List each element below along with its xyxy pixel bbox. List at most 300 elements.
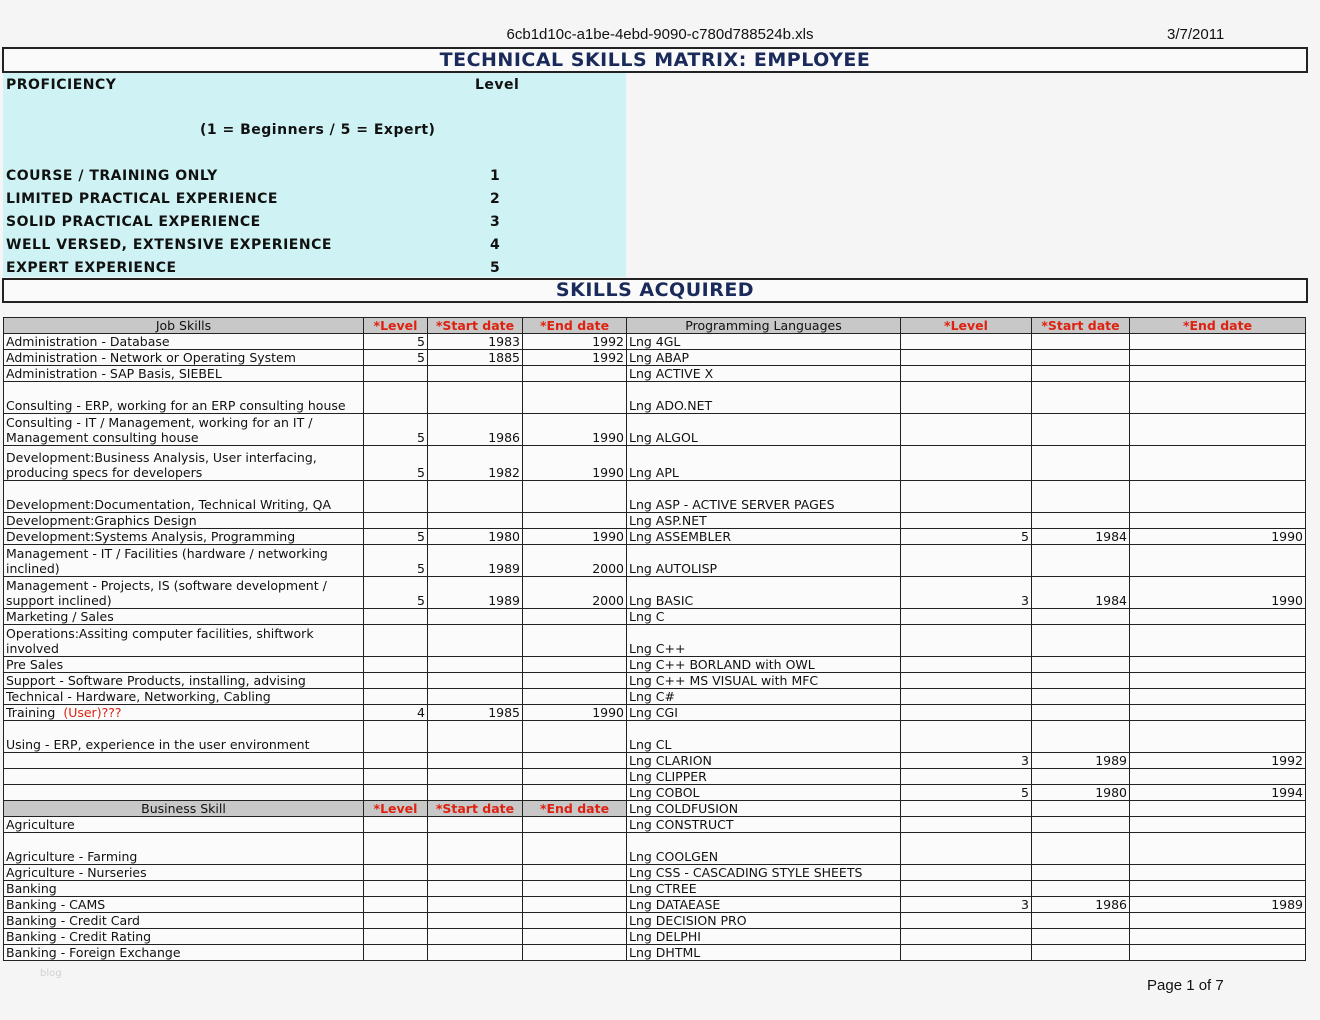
job-end-cell: 2000 (523, 577, 627, 609)
job-end-cell (523, 625, 627, 657)
lang-level-cell (901, 945, 1032, 961)
table-row (4, 481, 1306, 513)
lang-start-cell (1032, 414, 1130, 446)
job-start-cell: 1885 (428, 350, 523, 366)
job-start-cell (428, 673, 523, 689)
lang-level-cell (901, 350, 1032, 366)
lang-level-cell (901, 414, 1032, 446)
column-header: *Start date (428, 801, 523, 817)
table-row (4, 913, 1306, 929)
lang-start-cell (1032, 350, 1130, 366)
job-start-cell: 1983 (428, 334, 523, 350)
job-skill-cell: Agriculture (4, 817, 364, 833)
job-start-cell (428, 929, 523, 945)
lang-start-cell: 1984 (1032, 577, 1130, 609)
lang-end-cell (1130, 382, 1306, 414)
lang-start-cell (1032, 881, 1130, 897)
job-end-cell (523, 657, 627, 673)
lang-end-cell (1130, 817, 1306, 833)
job-end-cell (523, 513, 627, 529)
file-name: 6cb1d10c-a1be-4ebd-9090-c780d788524b.xls (506, 26, 814, 43)
lang-start-cell (1032, 657, 1130, 673)
job-level-cell (364, 673, 428, 689)
job-skill-cell: Administration - Network or Operating System (4, 350, 364, 366)
lang-start-cell (1032, 673, 1130, 689)
job-start-cell (428, 897, 523, 913)
lang-end-cell (1130, 657, 1306, 673)
job-level-cell (364, 865, 428, 881)
column-header: *Start date (428, 318, 523, 334)
level-value: 3 (490, 214, 501, 230)
lang-level-cell (901, 609, 1032, 625)
job-start-cell (428, 689, 523, 705)
sheet-title: TECHNICAL SKILLS MATRIX: EMPLOYEE (2, 47, 1308, 73)
job-level-cell: 5 (364, 446, 428, 481)
lang-end-cell (1130, 945, 1306, 961)
job-skill-cell (4, 785, 364, 801)
lang-level-cell (901, 657, 1032, 673)
job-end-cell: 2000 (523, 545, 627, 577)
lang-start-cell (1032, 689, 1130, 705)
job-start-cell (428, 721, 523, 753)
lang-start-cell (1032, 609, 1130, 625)
job-end-cell (523, 833, 627, 865)
lang-end-cell: 1994 (1130, 785, 1306, 801)
lang-end-cell: 1992 (1130, 753, 1306, 769)
job-level-cell: 5 (364, 414, 428, 446)
table-row (4, 529, 1306, 545)
job-level-cell (364, 929, 428, 945)
level-label: SOLID PRACTICAL EXPERIENCE (6, 214, 261, 230)
job-end-cell: 1992 (523, 334, 627, 350)
job-end-cell: 1992 (523, 350, 627, 366)
job-start-cell (428, 865, 523, 881)
language-cell: Lng COOLGEN (627, 833, 901, 865)
job-level-cell: 5 (364, 529, 428, 545)
language-cell: Lng CSS - CASCADING STYLE SHEETS (627, 865, 901, 881)
job-start-cell (428, 481, 523, 513)
job-end-cell (523, 689, 627, 705)
lang-end-cell (1130, 366, 1306, 382)
table-row (4, 801, 1306, 817)
lang-end-cell (1130, 913, 1306, 929)
lang-start-cell (1032, 769, 1130, 785)
job-start-cell: 1989 (428, 577, 523, 609)
lang-end-cell (1130, 833, 1306, 865)
job-end-cell (523, 913, 627, 929)
table-row (4, 513, 1306, 529)
level-value: 2 (490, 191, 501, 207)
job-skill-cell: Banking - Credit Rating (4, 929, 364, 945)
lang-end-cell (1130, 881, 1306, 897)
table-row (4, 609, 1306, 625)
lang-end-cell: 1990 (1130, 577, 1306, 609)
lang-end-cell (1130, 929, 1306, 945)
job-level-cell (364, 513, 428, 529)
column-header: *End date (1130, 318, 1306, 334)
language-cell: Lng CTREE (627, 881, 901, 897)
lang-end-cell (1130, 689, 1306, 705)
job-level-cell: 5 (364, 350, 428, 366)
job-skill-cell: Administration - Database (4, 334, 364, 350)
job-start-cell: 1982 (428, 446, 523, 481)
lang-start-cell (1032, 446, 1130, 481)
lang-level-cell (901, 769, 1032, 785)
job-start-cell (428, 817, 523, 833)
lang-start-cell (1032, 801, 1130, 817)
job-skill-cell: Management - IT / Facilities (hardware / networking inclined) (4, 545, 364, 577)
language-cell: Lng C (627, 609, 901, 625)
job-end-cell: 1990 (523, 446, 627, 481)
watermark: blog (40, 968, 62, 979)
language-cell: Lng 4GL (627, 334, 901, 350)
job-skill-cell: Consulting - ERP, working for an ERP consulting house (4, 382, 364, 414)
table-row (4, 446, 1306, 481)
lang-end-cell (1130, 350, 1306, 366)
lang-level-cell: 3 (901, 897, 1032, 913)
page-number: Page 1 of 7 (1147, 977, 1224, 994)
column-header: *Start date (1032, 318, 1130, 334)
job-level-cell (364, 382, 428, 414)
table-row (4, 657, 1306, 673)
job-level-cell (364, 769, 428, 785)
job-start-cell (428, 913, 523, 929)
job-skill-cell (4, 705, 364, 721)
language-cell: Lng COLDFUSION (627, 801, 901, 817)
level-label: WELL VERSED, EXTENSIVE EXPERIENCE (6, 237, 332, 253)
language-cell: Lng C++ (627, 625, 901, 657)
job-end-cell (523, 785, 627, 801)
table-row (4, 769, 1306, 785)
table-row (4, 721, 1306, 753)
job-level-cell (364, 833, 428, 865)
lang-start-cell (1032, 334, 1130, 350)
level-value: 4 (490, 237, 501, 253)
column-header: Job Skills (4, 318, 364, 334)
job-start-cell (428, 513, 523, 529)
language-cell: Lng ACTIVE X (627, 366, 901, 382)
lang-level-cell (901, 625, 1032, 657)
language-cell: Lng ASP.NET (627, 513, 901, 529)
job-skill-cell: Development:Systems Analysis, Programming (4, 529, 364, 545)
lang-level-cell: 5 (901, 785, 1032, 801)
job-end-cell (523, 481, 627, 513)
job-level-cell (364, 817, 428, 833)
job-level-cell: 5 (364, 334, 428, 350)
lang-start-cell (1032, 513, 1130, 529)
lang-level-cell (901, 545, 1032, 577)
job-level-cell (364, 481, 428, 513)
lang-start-cell (1032, 545, 1130, 577)
lang-level-cell (901, 446, 1032, 481)
lang-start-cell: 1984 (1032, 529, 1130, 545)
language-cell: Lng ALGOL (627, 414, 901, 446)
lang-start-cell (1032, 929, 1130, 945)
language-cell: Lng COBOL (627, 785, 901, 801)
job-start-cell (428, 625, 523, 657)
table-row (4, 366, 1306, 382)
table-row (4, 945, 1306, 961)
lang-level-cell (901, 481, 1032, 513)
lang-end-cell (1130, 673, 1306, 689)
job-skill-cell: Banking - Credit Card (4, 913, 364, 929)
lang-end-cell (1130, 769, 1306, 785)
job-end-cell (523, 881, 627, 897)
proficiency-legend (3, 73, 626, 277)
language-cell: Lng DECISION PRO (627, 913, 901, 929)
table-row (4, 673, 1306, 689)
lang-end-cell: 1989 (1130, 897, 1306, 913)
language-cell: Lng DELPHI (627, 929, 901, 945)
lang-end-cell (1130, 481, 1306, 513)
job-end-cell (523, 366, 627, 382)
language-cell: Lng C++ MS VISUAL with MFC (627, 673, 901, 689)
level-value: 5 (490, 260, 501, 276)
job-end-cell (523, 753, 627, 769)
lang-level-cell: 3 (901, 753, 1032, 769)
language-cell: Lng AUTOLISP (627, 545, 901, 577)
lang-level-cell (901, 689, 1032, 705)
lang-level-cell (901, 881, 1032, 897)
lang-level-cell (901, 801, 1032, 817)
job-skill-cell: Management - Projects, IS (software development / support inclined) (4, 577, 364, 609)
job-skill-cell: Agriculture - Farming (4, 833, 364, 865)
job-start-cell (428, 609, 523, 625)
lang-start-cell (1032, 945, 1130, 961)
lang-start-cell (1032, 721, 1130, 753)
lang-start-cell (1032, 913, 1130, 929)
lang-end-cell (1130, 801, 1306, 817)
lang-level-cell (901, 382, 1032, 414)
job-level-cell (364, 913, 428, 929)
column-header: Business Skill (4, 801, 364, 817)
lang-start-cell (1032, 865, 1130, 881)
level-label: COURSE / TRAINING ONLY (6, 168, 218, 184)
column-header: *End date (523, 318, 627, 334)
skills-table (3, 317, 1306, 961)
job-level-cell (364, 881, 428, 897)
lang-end-cell (1130, 865, 1306, 881)
training-note: (User)??? (63, 705, 122, 720)
lang-start-cell: 1980 (1032, 785, 1130, 801)
lang-end-cell (1130, 705, 1306, 721)
job-level-cell (364, 366, 428, 382)
language-cell: Lng CLARION (627, 753, 901, 769)
lang-level-cell (901, 673, 1032, 689)
lang-start-cell (1032, 481, 1130, 513)
lang-start-cell (1032, 705, 1130, 721)
job-level-cell (364, 897, 428, 913)
table-row (4, 334, 1306, 350)
job-skill-label: Training (6, 705, 56, 720)
language-cell: Lng C++ BORLAND with OWL (627, 657, 901, 673)
language-cell: Lng ASP - ACTIVE SERVER PAGES (627, 481, 901, 513)
lang-level-cell (901, 513, 1032, 529)
job-skill-cell: Consulting - IT / Management, working for an IT / Management consulting house (4, 414, 364, 446)
table-row (4, 625, 1306, 657)
scale-note: (1 = Beginners / 5 = Expert) (200, 122, 436, 138)
lang-end-cell (1130, 446, 1306, 481)
lang-level-cell: 5 (901, 529, 1032, 545)
job-skill-cell: Administration - SAP Basis, SIEBEL (4, 366, 364, 382)
job-level-cell (364, 753, 428, 769)
job-level-cell (364, 785, 428, 801)
lang-end-cell (1130, 334, 1306, 350)
lang-level-cell (901, 705, 1032, 721)
job-start-cell (428, 945, 523, 961)
lang-end-cell: 1990 (1130, 529, 1306, 545)
lang-start-cell (1032, 817, 1130, 833)
proficiency-heading: PROFICIENCY (6, 77, 117, 93)
job-skill-cell: Banking - Foreign Exchange (4, 945, 364, 961)
lang-end-cell (1130, 545, 1306, 577)
job-end-cell (523, 945, 627, 961)
language-cell: Lng ABAP (627, 350, 901, 366)
job-level-cell (364, 657, 428, 673)
lang-end-cell (1130, 625, 1306, 657)
level-label: LIMITED PRACTICAL EXPERIENCE (6, 191, 278, 207)
job-level-cell: 5 (364, 545, 428, 577)
lang-level-cell (901, 366, 1032, 382)
job-start-cell (428, 382, 523, 414)
lang-start-cell (1032, 625, 1130, 657)
language-cell: Lng ADO.NET (627, 382, 901, 414)
job-start-cell (428, 769, 523, 785)
language-cell: Lng DATAEASE (627, 897, 901, 913)
lang-level-cell (901, 913, 1032, 929)
job-end-cell (523, 382, 627, 414)
lang-end-cell (1130, 609, 1306, 625)
lang-start-cell: 1989 (1032, 753, 1130, 769)
job-level-cell (364, 609, 428, 625)
level-value: 1 (490, 168, 501, 184)
table-header-row (4, 318, 1306, 334)
lang-level-cell (901, 334, 1032, 350)
lang-start-cell (1032, 382, 1130, 414)
job-end-cell: 1990 (523, 529, 627, 545)
job-start-cell: 1989 (428, 545, 523, 577)
lang-end-cell (1130, 721, 1306, 753)
job-end-cell (523, 929, 627, 945)
table-row (4, 881, 1306, 897)
column-header: *Level (364, 318, 428, 334)
level-label: EXPERT EXPERIENCE (6, 260, 177, 276)
job-end-cell (523, 897, 627, 913)
job-start-cell (428, 785, 523, 801)
lang-level-cell (901, 817, 1032, 833)
lang-level-cell (901, 833, 1032, 865)
language-cell: Lng APL (627, 446, 901, 481)
job-start-cell: 1980 (428, 529, 523, 545)
job-end-cell: 1990 (523, 414, 627, 446)
lang-start-cell: 1986 (1032, 897, 1130, 913)
job-skill-cell: Agriculture - Nurseries (4, 865, 364, 881)
job-level-cell: 5 (364, 577, 428, 609)
job-end-cell (523, 609, 627, 625)
job-end-cell (523, 865, 627, 881)
job-start-cell: 1986 (428, 414, 523, 446)
language-cell: Lng CONSTRUCT (627, 817, 901, 833)
job-skill-cell: Support - Software Products, installing, advising (4, 673, 364, 689)
job-start-cell (428, 753, 523, 769)
job-skill-cell: Development:Graphics Design (4, 513, 364, 529)
table-row (4, 929, 1306, 945)
job-level-cell (364, 689, 428, 705)
table-row (4, 689, 1306, 705)
table-row (4, 705, 1306, 721)
job-level-cell (364, 945, 428, 961)
lang-level-cell (901, 865, 1032, 881)
table-row (4, 865, 1306, 881)
job-skill-cell: Pre Sales (4, 657, 364, 673)
column-header: *End date (523, 801, 627, 817)
job-start-cell (428, 833, 523, 865)
column-header: *Level (901, 318, 1032, 334)
job-end-cell (523, 769, 627, 785)
column-header: *Level (364, 801, 428, 817)
table-row (4, 414, 1306, 446)
job-skill-cell: Using - ERP, experience in the user environment (4, 721, 364, 753)
language-cell: Lng DHTML (627, 945, 901, 961)
job-end-cell: 1990 (523, 705, 627, 721)
language-cell: Lng CL (627, 721, 901, 753)
table-row (4, 785, 1306, 801)
lang-end-cell (1130, 513, 1306, 529)
job-skill-cell: Development:Documentation, Technical Writing, QA (4, 481, 364, 513)
lang-start-cell (1032, 366, 1130, 382)
job-level-cell (364, 721, 428, 753)
language-cell: Lng BASIC (627, 577, 901, 609)
table-row (4, 350, 1306, 366)
table-row (4, 897, 1306, 913)
language-cell: Lng C# (627, 689, 901, 705)
table-row (4, 833, 1306, 865)
job-skill-cell: Development:Business Analysis, User interfacing, producing specs for developers (4, 446, 364, 481)
job-level-cell: 4 (364, 705, 428, 721)
lang-end-cell (1130, 414, 1306, 446)
job-skill-cell: Operations:Assiting computer facilities, shiftwork involved (4, 625, 364, 657)
job-start-cell (428, 366, 523, 382)
table-row (4, 382, 1306, 414)
job-end-cell (523, 817, 627, 833)
job-level-cell (364, 625, 428, 657)
column-header: Programming Languages (627, 318, 901, 334)
skills-acquired-title: SKILLS ACQUIRED (2, 278, 1308, 303)
lang-level-cell: 3 (901, 577, 1032, 609)
job-start-cell: 1985 (428, 705, 523, 721)
job-skill-cell (4, 769, 364, 785)
job-skill-cell: Marketing / Sales (4, 609, 364, 625)
lang-level-cell (901, 721, 1032, 753)
table-row (4, 817, 1306, 833)
job-start-cell (428, 881, 523, 897)
table-row (4, 545, 1306, 577)
language-cell: Lng ASSEMBLER (627, 529, 901, 545)
lang-start-cell (1032, 833, 1130, 865)
language-cell: Lng CLIPPER (627, 769, 901, 785)
job-skill-cell: Technical - Hardware, Networking, Cabling (4, 689, 364, 705)
job-end-cell (523, 721, 627, 753)
job-skill-cell: Banking (4, 881, 364, 897)
job-skill-cell: Banking - CAMS (4, 897, 364, 913)
language-cell: Lng CGI (627, 705, 901, 721)
job-skill-cell (4, 753, 364, 769)
level-heading: Level (475, 77, 520, 93)
table-row (4, 753, 1306, 769)
job-end-cell (523, 673, 627, 689)
table-row (4, 577, 1306, 609)
lang-level-cell (901, 929, 1032, 945)
